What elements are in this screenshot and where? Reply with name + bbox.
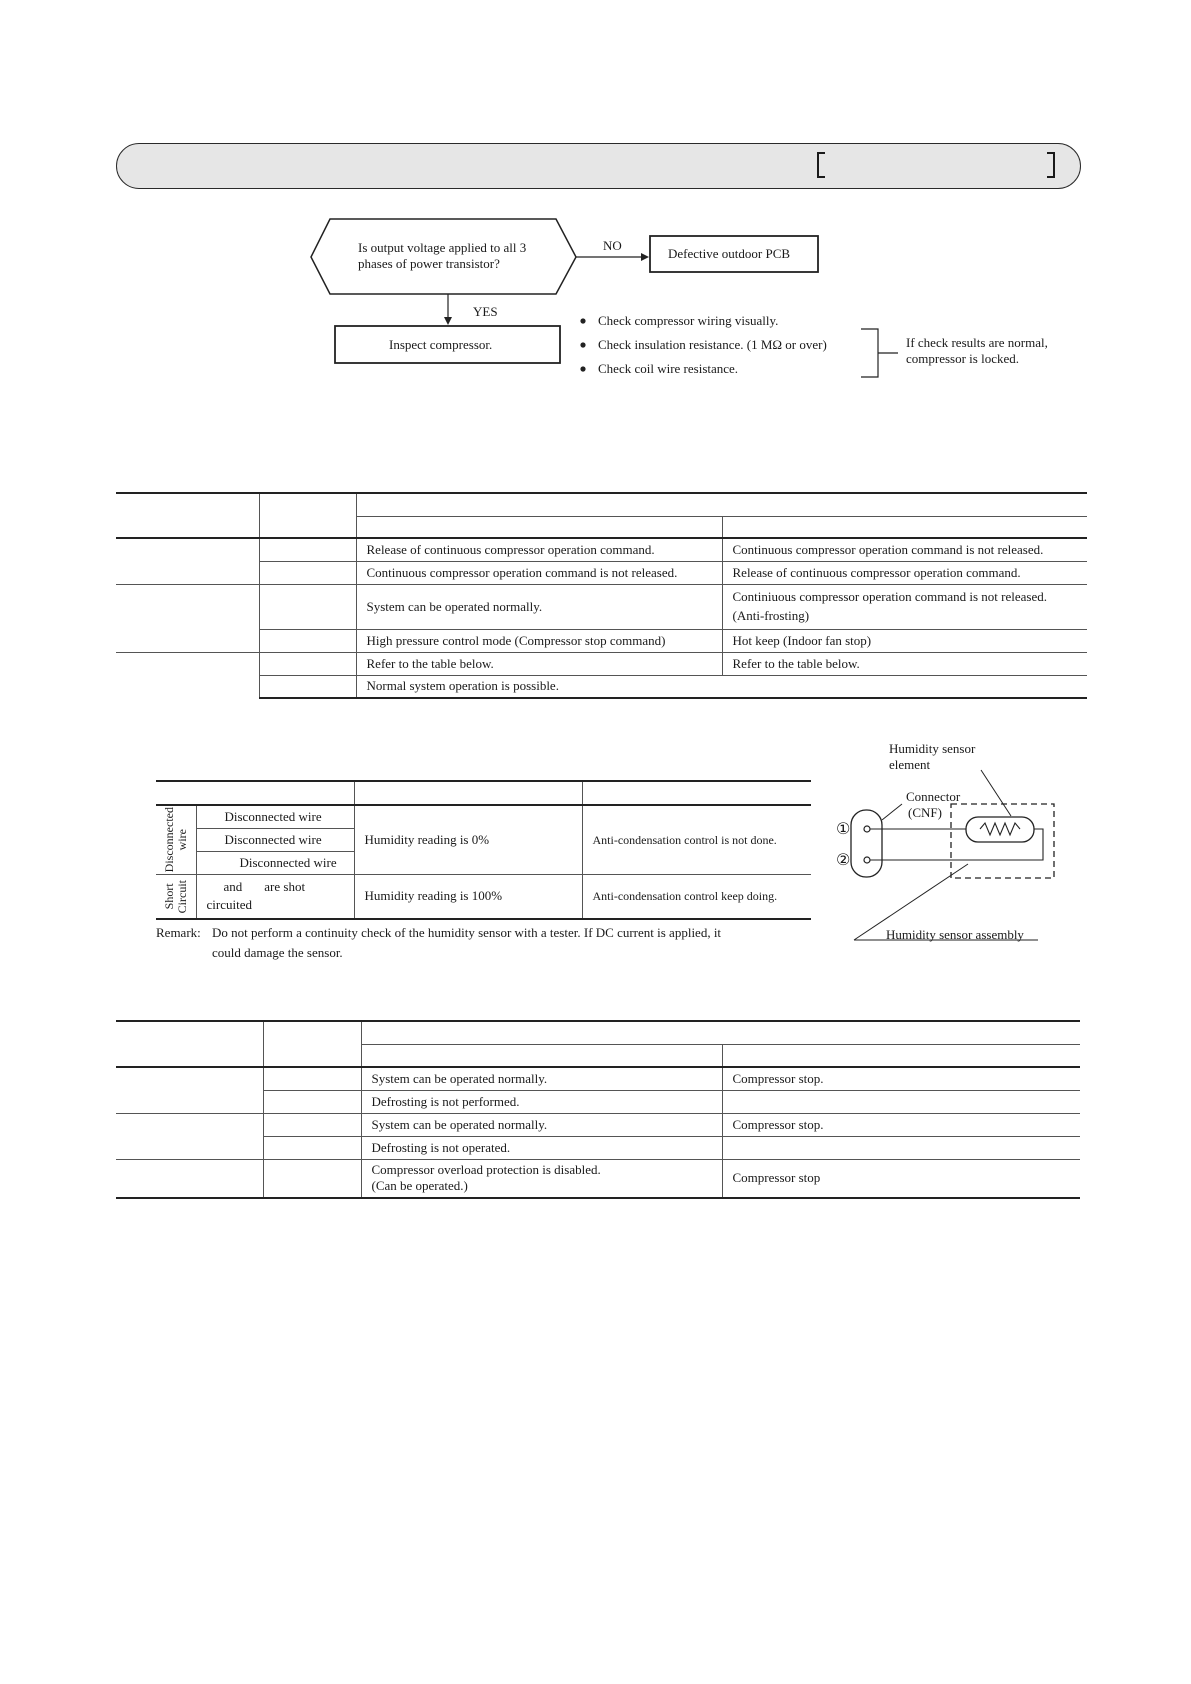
table2-group-cell xyxy=(116,1159,263,1198)
check-item-2: Check insulation resistance. (1 MΩ or over) xyxy=(598,337,827,352)
table2-cell xyxy=(263,1113,361,1136)
table2-cell: System can be operated normally. xyxy=(361,1113,722,1136)
humidity-case-cell: Disconnected wire xyxy=(196,805,354,828)
check-item-1: Check compressor wiring visually. xyxy=(598,313,779,328)
humidity-effect-cell: Anti-condensation control is not done. xyxy=(582,805,811,874)
table2-cell xyxy=(263,1136,361,1159)
check-note-line-2: compressor is locked. xyxy=(906,351,1020,366)
remark-line-1: Do not perform a continuity check of the humidity sensor with a tester. If DC current is applied, it xyxy=(212,925,722,940)
table1-cell: Refer to the table below. xyxy=(356,652,722,675)
table2-header-cell xyxy=(722,1044,1080,1067)
table1-cell: Release of continuous compressor operation command. xyxy=(356,538,722,561)
no-result-text: Defective outdoor PCB xyxy=(668,246,791,261)
table1-cell: Hot keep (Indoor fan stop) xyxy=(722,629,1087,652)
humidity-case-cell: Disconnected wire xyxy=(196,851,354,874)
sensor-resistor-zigzag xyxy=(980,823,1020,835)
remark-line-2: could damage the sensor. xyxy=(212,945,343,960)
element-leader xyxy=(981,770,1011,816)
yes-label: YES xyxy=(473,304,498,319)
table2-cell xyxy=(361,1159,722,1198)
table2-group-cell xyxy=(116,1113,263,1159)
connector-leader xyxy=(882,804,902,820)
disconnected-label-line-2: wire xyxy=(174,829,189,851)
element-label-line-1: Humidity sensor xyxy=(889,741,976,756)
humidity-reading-cell: Humidity reading is 100% xyxy=(354,874,582,919)
short-case-and: and xyxy=(223,879,243,895)
table2-cell xyxy=(722,1090,1080,1113)
table2-header-cell xyxy=(263,1021,361,1067)
table1-cell: Continuous compressor operation command is not released. xyxy=(722,538,1087,561)
table2-group-cell xyxy=(116,1067,263,1113)
table2-cell: Compressor stop. xyxy=(722,1067,1080,1090)
table1-cell: High pressure control mode (Compressor stop command) xyxy=(356,629,722,652)
table1-cell-line: (Anti-frosting) xyxy=(732,608,810,623)
table2-cell: Compressor stop xyxy=(722,1159,1080,1198)
decision-question-line: Is output voltage applied to all 3 xyxy=(358,240,527,255)
disconnected-label-line-1: Disconnected xyxy=(161,807,176,873)
table1-cell: Refer to the table below. xyxy=(722,652,1087,675)
connector-label-line-1: Connector xyxy=(906,789,961,804)
sensor-element xyxy=(966,817,1034,842)
table2-cell: Defrosting is not operated. xyxy=(361,1136,722,1159)
short-label-line-1: Short xyxy=(161,883,176,910)
table1-cell: Normal system operation is possible. xyxy=(356,675,1087,698)
wire-pin2 xyxy=(870,829,1043,860)
table2-cell: System can be operated normally. xyxy=(361,1067,722,1090)
table1-cell-line: Continiuous compressor operation command is not released. xyxy=(732,589,1047,604)
short-label-line-2: Circuit xyxy=(174,879,189,913)
remark-label: Remark: xyxy=(156,925,201,940)
yes-result-text: Inspect compressor. xyxy=(389,337,493,352)
connector-body xyxy=(851,810,882,877)
table2-cell xyxy=(263,1159,361,1198)
table2-header-cell xyxy=(361,1044,722,1067)
table2-cell-line: Compressor overload protection is disabled. xyxy=(371,1162,601,1178)
pin-2-dot xyxy=(864,857,870,863)
no-label: NO xyxy=(603,238,622,253)
humidity-reading-cell: Humidity reading is 0% xyxy=(354,805,582,874)
table2-cell-line: (Can be operated.) xyxy=(371,1178,468,1194)
element-label-line-2: element xyxy=(889,757,931,772)
humidity-case-cell: Disconnected wire xyxy=(196,828,354,851)
pin-2-label: ② xyxy=(836,850,851,869)
table2-cell: Defrosting is not performed. xyxy=(361,1090,722,1113)
humidity-effect-cell: Anti-condensation control keep doing. xyxy=(582,874,811,919)
table1-cell: Continuous compressor operation command is not released. xyxy=(356,561,722,584)
table1-cell: Release of continuous compressor operation command. xyxy=(722,561,1087,584)
assembly-dashed-box xyxy=(951,804,1054,878)
check-item-3: Check coil wire resistance. xyxy=(598,361,739,376)
decision-question-line-2: phases of power transistor? xyxy=(358,256,500,271)
table-2 xyxy=(116,1020,1080,1199)
connector-label-line-2: (CNF) xyxy=(908,805,942,820)
table2-header-cell xyxy=(361,1021,1080,1044)
short-case-line-2: circuited xyxy=(206,897,252,913)
table2-cell xyxy=(722,1136,1080,1159)
pin-1-dot xyxy=(864,826,870,832)
short-case-shot: are shot xyxy=(264,879,306,895)
pin-1-label: ① xyxy=(836,819,851,838)
assembly-label: Humidity sensor assembly xyxy=(886,927,1024,942)
table2-cell: Compressor stop. xyxy=(722,1113,1080,1136)
table2-cell xyxy=(263,1090,361,1113)
table2-cell xyxy=(263,1067,361,1090)
table1-cell: System can be operated normally. xyxy=(356,584,722,629)
table2-header-cell xyxy=(116,1021,263,1067)
check-note-line-1: If check results are normal, xyxy=(906,335,1048,350)
